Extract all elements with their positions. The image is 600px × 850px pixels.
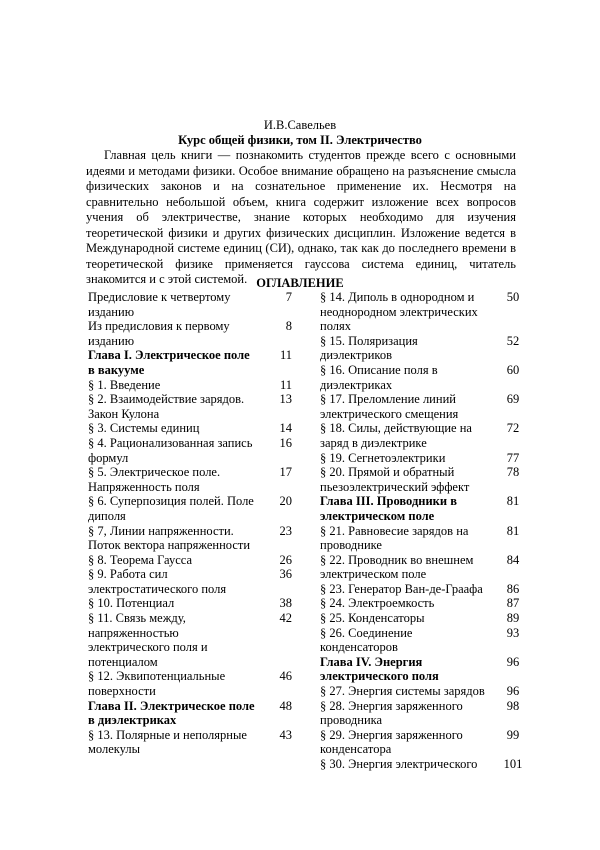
toc-entry — [320, 451, 528, 466]
toc-entry-title: § 25. Конденсаторы — [320, 611, 425, 626]
toc-entry-title: § 4. Рационализованная запись формул — [88, 435, 253, 465]
toc-entry-title: § 24. Электроемкость — [320, 596, 435, 611]
toc-entry-title: § 27. Энергия системы зарядов — [320, 684, 485, 699]
toc-entry-title: § 29. Энергия заряженного конденсатора — [320, 727, 463, 757]
toc-entry — [320, 699, 528, 728]
toc-entry — [88, 524, 296, 553]
toc-entry-page: 96 — [506, 684, 520, 699]
toc-entry-page: 23 — [279, 523, 292, 538]
toc-entry-page: 38 — [279, 596, 292, 611]
toc-entry-page: 84 — [506, 552, 520, 567]
toc-entry — [88, 319, 296, 348]
toc-left-column — [88, 290, 296, 757]
toc-chapter-entry — [88, 699, 296, 728]
toc-entry-title: Глава II. Электрическое поле в диэлектриках — [88, 698, 255, 728]
toc-entry — [88, 392, 296, 421]
toc-entry-page: 17 — [279, 465, 292, 480]
toc-entry-page: 86 — [506, 581, 520, 596]
toc-entry-title: § 14. Диполь в однородном и неоднородном электрических полях — [320, 290, 478, 334]
toc-entry-title: § 26. Соединение конденсаторов — [320, 625, 413, 655]
toc-entry-title: Из предисловия к первому изданию — [88, 319, 230, 348]
toc-entry-page: 69 — [506, 392, 520, 407]
toc-entry-title: § 21. Равновесие зарядов на проводнике — [320, 523, 469, 553]
toc-entry — [88, 567, 296, 596]
toc-entry-page: 72 — [506, 421, 520, 436]
book-title: Курс общей физики, том II. Электричество — [178, 133, 422, 147]
toc-chapter-entry — [88, 348, 296, 377]
toc-entry-page: 20 — [279, 494, 292, 509]
toc-entry — [320, 582, 528, 597]
toc-entry-page: 13 — [279, 392, 292, 407]
toc-entry-page: 43 — [279, 727, 292, 742]
toc-entry — [320, 626, 528, 655]
toc-entry — [320, 524, 528, 553]
toc-entry — [88, 465, 296, 494]
toc-entry — [88, 494, 296, 523]
toc-entry-title: § 22. Проводник во внешнем электрическом поле — [320, 552, 474, 582]
toc-entry-title: § 20. Прямой и обратный пьезоэлектрический эффект — [320, 465, 470, 494]
toc-entry-title: § 12. Эквипотенциальные поверхности — [88, 669, 226, 699]
toc-entry-title: § 5. Электрическое поле. Напряженность поля — [88, 465, 221, 494]
toc-entry-title: § 6. Суперпозиция полей. Поле диполя — [88, 494, 254, 523]
toc-entry-page: 48 — [279, 698, 292, 713]
toc-entry-title: § 11. Связь между, напряженностью электрического поля и потенциалом — [88, 611, 208, 669]
toc-entry-page: 77 — [506, 450, 520, 465]
toc-entry-page: 101 — [503, 757, 523, 771]
toc-entry — [320, 392, 528, 421]
toc-entry — [88, 290, 296, 319]
toc-entry — [320, 757, 528, 772]
toc-entry — [88, 669, 296, 698]
toc-entry-title: Предисловие к четвертому изданию — [88, 290, 231, 319]
toc-entry-title: § 1. Введение — [88, 377, 161, 392]
toc-entry — [88, 728, 296, 757]
toc-entry-page: 98 — [506, 698, 520, 713]
toc-entry — [320, 596, 528, 611]
toc-entry — [88, 596, 296, 611]
toc-entry-page: 60 — [506, 362, 520, 377]
toc-entry-title: § 3. Системы единиц — [88, 421, 200, 436]
toc-entry-page: 42 — [279, 611, 292, 626]
toc-heading: ОГЛАВЛЕНИЕ — [256, 276, 344, 290]
toc-entry-title: § 10. Потенциал — [88, 596, 175, 611]
toc-entry-page: 81 — [506, 523, 520, 538]
toc-entry-title: § 2. Взаимодействие зарядов. Закон Кулона — [88, 392, 245, 421]
toc-entry — [320, 465, 528, 494]
toc-entry-page: 87 — [506, 596, 520, 611]
toc-chapter-entry — [320, 494, 528, 523]
toc-entry-page: 36 — [279, 567, 292, 582]
toc-entry-title: § 18. Силы, действующие на заряд в диэлектрике — [320, 421, 472, 450]
toc-entry-title: Глава I. Электрическое поле в вакууме — [88, 348, 250, 377]
toc-entry-title: Глава III. Проводники в электрическом поле — [320, 494, 457, 523]
toc-entry-page: 7 — [285, 290, 292, 304]
toc-entry-page: 81 — [506, 494, 520, 509]
toc-entry — [88, 378, 296, 393]
toc-entry-page: 11 — [279, 348, 292, 363]
toc-entry-title: § 13. Полярные и неполярные молекулы — [88, 727, 247, 757]
toc-entry — [320, 684, 528, 699]
toc-entry-page: 16 — [279, 435, 292, 450]
toc-entry-title: § 15. Поляризация диэлектриков — [320, 333, 418, 363]
toc-entry — [88, 553, 296, 568]
toc-entry-title: § 28. Энергия заряженного проводника — [320, 698, 463, 728]
toc-entry — [320, 363, 528, 392]
toc-entry — [320, 728, 528, 757]
toc-entry — [88, 421, 296, 436]
toc-entry-page: 8 — [285, 319, 292, 334]
toc-entry-page: 78 — [506, 465, 520, 480]
toc-entry-page: 93 — [506, 625, 520, 640]
toc-entry — [320, 290, 528, 334]
toc-entry-title: § 17. Преломление линий электрического смещения — [320, 392, 459, 421]
toc-entry-page: 14 — [279, 421, 292, 436]
toc-entry — [320, 611, 528, 626]
toc-entry-title: § 16. Описание поля в диэлектриках — [320, 362, 438, 392]
toc-entry-page: 89 — [506, 611, 520, 626]
toc-entry — [320, 421, 528, 450]
toc-entry-page: 50 — [506, 290, 520, 304]
toc-entry-page: 11 — [279, 377, 292, 392]
toc-entry-title: § 23. Генератор Ван-де-Граафа — [320, 581, 483, 596]
toc-entry — [320, 553, 528, 582]
toc-entry-page: 46 — [279, 669, 292, 684]
book-abstract: Главная цель книги — познакомить студентов прежде всего с основными идеями и методами физики. Особое внимание обращено на разъяснение смысла физических законов и на сознательное применение их. Несмотря на сравнительно небольшой объем, книга содержит изложение всех вопросов учения об электричестве, знание которых необходимо для изучения теоретической физики и других физических дисциплин. Изложение ведется в Международной системе единиц (СИ), однако, так как до последнего времени в теоретической физике применяется гауссова система единиц, читатель знакомится и с этой системой. — [86, 148, 516, 286]
toc-entry-page: 26 — [279, 552, 292, 567]
author-name: И.В.Савельев — [263, 118, 337, 132]
toc-entry — [320, 334, 528, 363]
toc-chapter-entry — [320, 655, 528, 684]
toc-entry-title: § 8. Теорема Гаусса — [88, 552, 193, 567]
toc-entry-page: 99 — [506, 727, 520, 742]
toc-entry-page: 96 — [506, 654, 520, 669]
toc-entry-title: § 30. Энергия электрического — [320, 757, 478, 771]
toc-entry-page: 52 — [506, 333, 520, 348]
toc-entry — [88, 611, 296, 669]
toc-entry-title: Глава IV. Энергия электрического поля — [320, 654, 439, 684]
toc-entry-title: § 9. Работа сил электростатического поля — [88, 567, 227, 596]
toc-right-column — [320, 290, 528, 772]
toc-entry-title: § 7, Линии напряженности. Поток вектора напряженности — [88, 523, 251, 553]
toc-entry — [88, 436, 296, 465]
toc-entry-title: § 19. Сегнетоэлектрики — [320, 450, 446, 465]
